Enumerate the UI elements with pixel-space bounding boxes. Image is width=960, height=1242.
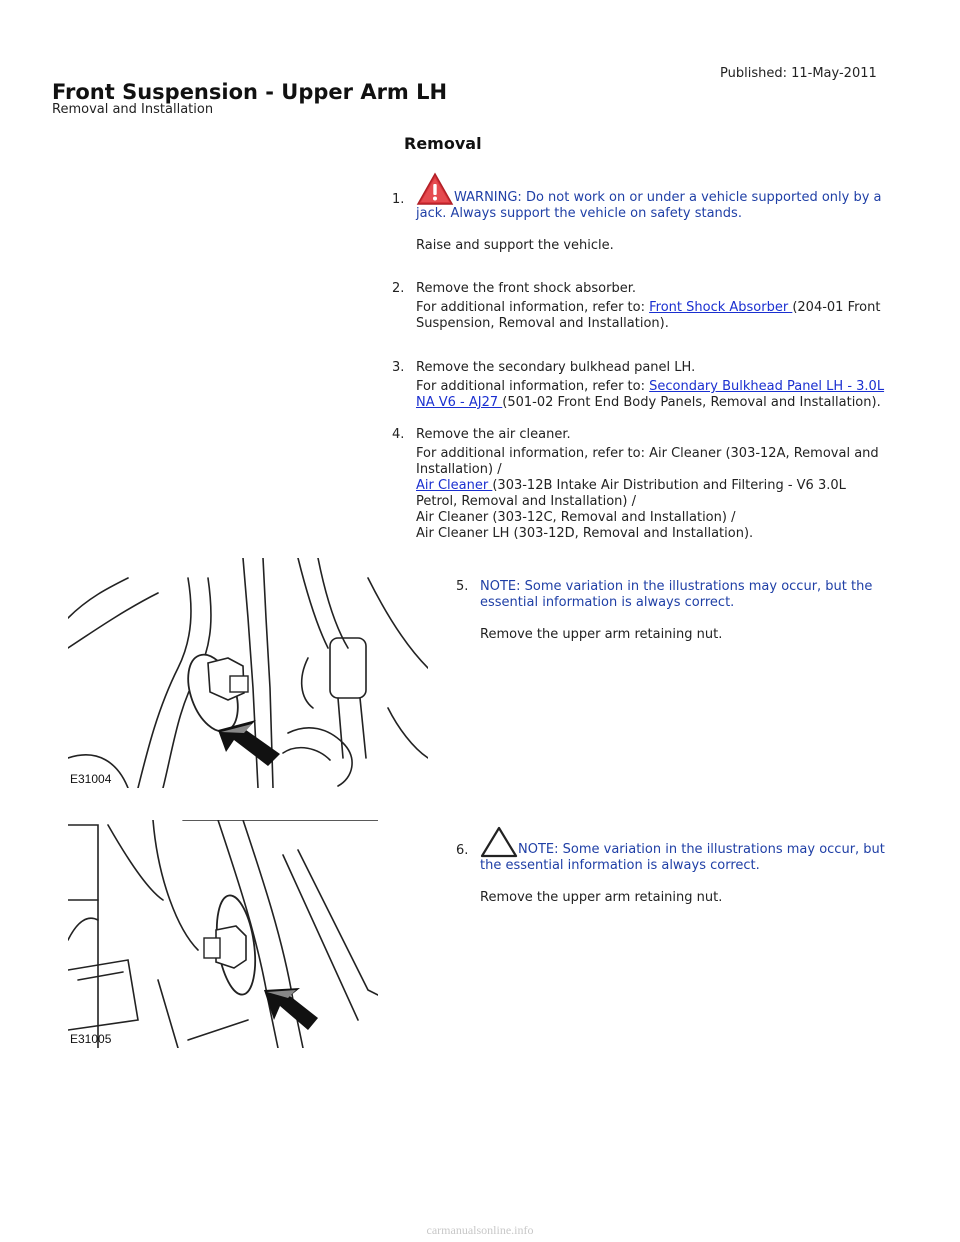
link-secondary-bulkhead-panel[interactable]: Secondary Bulkhead Panel LH - 3.0L bbox=[649, 379, 885, 394]
warning-triangle-icon bbox=[416, 172, 454, 206]
step-number: 3. bbox=[392, 360, 405, 375]
step-number: 6. bbox=[456, 843, 469, 858]
note-text-1: NOTE: Some variation in the illustrations may occur, but the bbox=[480, 579, 873, 594]
step-number: 2. bbox=[392, 281, 405, 296]
step-number: 4. bbox=[392, 427, 405, 442]
section-heading: Removal bbox=[404, 134, 482, 153]
watermark: carmanualsonline.info bbox=[426, 1223, 534, 1237]
reference-line-5: Air Cleaner (303-12C, Removal and Installation) / bbox=[416, 510, 736, 525]
note-triangle-icon bbox=[480, 826, 518, 858]
note-text-2: essential information is always correct. bbox=[480, 595, 735, 610]
link-secondary-bulkhead-panel-cont[interactable]: NA V6 - AJ27 bbox=[416, 395, 503, 410]
step-instruction: Remove the upper arm retaining nut. bbox=[480, 890, 723, 905]
note-text-1: NOTE: Some variation in the illustrations may occur, but bbox=[518, 842, 885, 857]
warning-line bbox=[416, 172, 882, 206]
figure-code: E31005 bbox=[70, 1032, 112, 1046]
step-number: 1. bbox=[392, 192, 405, 207]
reference-line-2: Installation) / bbox=[416, 462, 502, 477]
note-text-2: the essential information is always correct. bbox=[480, 858, 760, 873]
reference-line-3: Air Cleaner (303-12B Intake Air Distribution and Filtering - V6 3.0L bbox=[416, 478, 846, 493]
step-instruction: Remove the upper arm retaining nut. bbox=[480, 627, 723, 642]
page-title: Front Suspension - Upper Arm LH bbox=[52, 80, 448, 104]
warning-text-1: WARNING: Do not work on or under a vehicle supported only by a bbox=[454, 190, 882, 205]
step-text: Remove the front shock absorber. bbox=[416, 281, 637, 296]
figure-code: E31004 bbox=[70, 772, 112, 786]
reference-line: For additional information, refer to: Front Shock Absorber (204-01 Front bbox=[416, 300, 881, 315]
reference-line: For additional information, refer to: Secondary Bulkhead Panel LH - 3.0L bbox=[416, 379, 885, 394]
reference-line-6: Air Cleaner LH (303-12D, Removal and Installation). bbox=[416, 526, 754, 541]
upper-arm-nut-diagram bbox=[68, 558, 428, 788]
link-air-cleaner[interactable]: Air Cleaner bbox=[416, 478, 493, 493]
step-text: Remove the air cleaner. bbox=[416, 427, 571, 442]
warning-text-2: jack. Always support the vehicle on safety stands. bbox=[416, 206, 742, 221]
reference-line-2: Suspension, Removal and Installation). bbox=[416, 316, 669, 331]
step-number: 5. bbox=[456, 579, 469, 594]
reference-line-2: NA V6 - AJ27 (501-02 Front End Body Panels, Removal and Installation). bbox=[416, 395, 881, 410]
published-date: Published: 11-May-2011 bbox=[720, 66, 877, 81]
note-line bbox=[480, 826, 885, 858]
illustration-e31005 bbox=[68, 820, 378, 1048]
upper-arm-nut-diagram-2 bbox=[68, 820, 378, 1048]
link-front-shock-absorber[interactable]: Front Shock Absorber bbox=[649, 300, 793, 315]
illustration-e31004 bbox=[68, 558, 428, 788]
step-text: Remove the secondary bulkhead panel LH. bbox=[416, 360, 696, 375]
reference-line-4: Petrol, Removal and Installation) / bbox=[416, 494, 637, 509]
step-instruction: Raise and support the vehicle. bbox=[416, 238, 614, 253]
reference-line-1: For additional information, refer to: Air Cleaner (303-12A, Removal and bbox=[416, 446, 879, 461]
page-subtitle: Removal and Installation bbox=[52, 102, 214, 117]
